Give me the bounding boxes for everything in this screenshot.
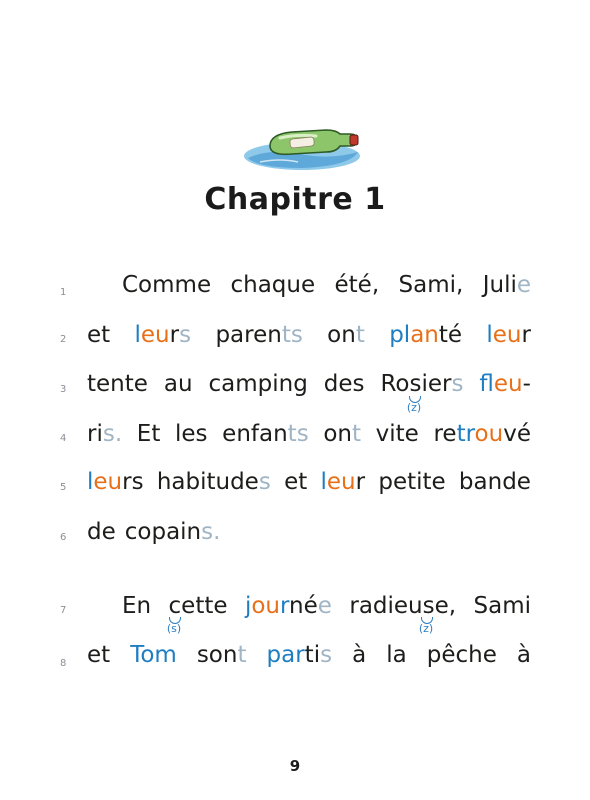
word-segment: - — [522, 371, 531, 397]
word — [135, 315, 192, 355]
word — [386, 635, 406, 675]
word-segment: bande — [458, 469, 531, 495]
word-segment: pl — [389, 322, 411, 348]
word — [245, 586, 332, 626]
word-segment: e — [516, 272, 531, 298]
word-segment: l — [87, 469, 94, 495]
line-number: 7 — [60, 605, 67, 616]
line-number: 6 — [60, 532, 67, 543]
word-segment: s — [258, 469, 271, 495]
word-segment: pêche — [426, 642, 497, 668]
word — [323, 414, 361, 454]
liaison-label: (s) — [166, 622, 182, 635]
word — [157, 462, 271, 502]
word-segment: r — [355, 469, 366, 495]
word-segment: Juli — [482, 272, 517, 298]
text-line — [87, 635, 531, 675]
word-segment: petite — [378, 469, 446, 495]
liaison-label: (z) — [418, 622, 434, 635]
word-segment: s. — [102, 421, 123, 447]
bottle-in-water-illustration — [240, 118, 366, 174]
word-segment: En — [122, 593, 152, 619]
word-segment: des — [323, 371, 365, 397]
word — [389, 315, 462, 355]
word-segment: et — [87, 322, 111, 348]
word-segment: r — [521, 322, 531, 348]
word — [327, 315, 365, 355]
word-segment: s — [451, 371, 464, 397]
word — [222, 414, 309, 454]
word — [137, 414, 161, 454]
word-segment: ti — [304, 642, 321, 668]
line-number: 8 — [60, 658, 67, 669]
word-segment: ts — [281, 322, 303, 348]
word-segment: Comme — [122, 272, 212, 298]
word-segment: Et — [136, 421, 161, 447]
line-number: 4 — [60, 433, 67, 444]
word — [284, 462, 307, 502]
text-line — [87, 315, 531, 355]
word-segment: la — [386, 642, 407, 668]
word-segment: l — [134, 322, 141, 348]
word-segment: r — [279, 593, 290, 619]
word-segment: son — [196, 642, 238, 668]
word-segment: eu — [93, 469, 123, 495]
word-segment: ou — [474, 421, 504, 447]
word-segment: eu — [326, 469, 356, 495]
word-segment: eu — [492, 322, 522, 348]
text-line — [122, 586, 531, 626]
liaison-label: (z) — [406, 401, 422, 414]
word — [321, 462, 366, 502]
word-segment: ri — [87, 421, 103, 447]
word — [87, 315, 110, 355]
word-segment: on — [323, 421, 352, 447]
text-line — [87, 462, 531, 502]
word-segment: ts — [287, 421, 309, 447]
word — [122, 586, 151, 626]
word-segment: à — [516, 642, 531, 668]
word-segment: ou — [251, 593, 280, 619]
word — [352, 635, 366, 675]
word — [164, 364, 193, 404]
word — [427, 635, 497, 675]
word — [87, 462, 144, 502]
word — [517, 635, 531, 675]
word-segment: an — [410, 322, 439, 348]
word-segment: Tom — [130, 642, 177, 668]
text-line — [122, 265, 531, 305]
word-segment: été, — [334, 272, 380, 298]
word — [87, 635, 110, 675]
word — [209, 364, 308, 404]
word — [175, 414, 208, 454]
word — [486, 315, 531, 355]
word-segment: l — [320, 469, 327, 495]
word — [380, 364, 463, 404]
word-segment: t — [355, 322, 365, 348]
word-segment: l — [486, 322, 493, 348]
word-segment: camping — [208, 371, 308, 397]
word — [474, 586, 532, 626]
text-line — [87, 512, 531, 552]
word-segment: radieuse, — [349, 593, 457, 619]
word — [433, 414, 531, 454]
word — [479, 364, 531, 404]
word-segment: né — [289, 593, 318, 619]
word-segment: eu — [140, 322, 170, 348]
word-segment: s — [320, 642, 333, 668]
word-segment: de — [87, 519, 116, 545]
word — [87, 414, 122, 454]
line-number: 2 — [60, 334, 67, 345]
word-segment: s. — [201, 519, 221, 545]
word-segment: tente — [87, 371, 148, 397]
word-segment: chaque — [230, 272, 316, 298]
page-number: 9 — [289, 757, 301, 775]
word — [376, 414, 419, 454]
word-segment: paren — [215, 322, 282, 348]
word-segment: vé — [503, 421, 531, 447]
word — [130, 635, 177, 675]
word — [335, 265, 380, 305]
word — [378, 462, 445, 502]
word-segment: on — [327, 322, 356, 348]
word — [324, 364, 365, 404]
word-segment: vite — [375, 421, 419, 447]
word-segment: habitude — [156, 469, 259, 495]
word — [459, 462, 531, 502]
word-segment: Rosier — [380, 371, 452, 397]
word — [215, 315, 302, 355]
word — [267, 635, 333, 675]
word-segment: tr — [456, 421, 475, 447]
word-segment: e — [317, 593, 332, 619]
word-segment: té — [438, 322, 463, 348]
text-line — [87, 364, 531, 404]
text-line — [87, 414, 531, 454]
word-segment: eu — [493, 371, 523, 397]
word — [87, 364, 148, 404]
word-segment: Sami — [473, 593, 531, 619]
word-segment: s — [179, 322, 192, 348]
word — [122, 265, 211, 305]
word-segment: t — [237, 642, 247, 668]
line-number: 5 — [60, 482, 67, 493]
word-segment: Sami, — [398, 272, 464, 298]
word — [483, 265, 531, 305]
word — [399, 265, 464, 305]
word-segment: enfan — [222, 421, 288, 447]
word — [87, 512, 116, 552]
word — [125, 512, 221, 552]
word-segment: et — [87, 642, 111, 668]
word-segment: à — [352, 642, 367, 668]
word-segment: et — [284, 469, 308, 495]
word-segment: rs — [122, 469, 144, 495]
word-segment: cette — [168, 593, 228, 619]
word-segment: j — [244, 593, 252, 619]
word-segment: les — [175, 421, 208, 447]
word-segment: par — [266, 642, 305, 668]
word-segment: r — [169, 322, 180, 348]
word-segment: re — [433, 421, 457, 447]
word-segment: fl — [479, 371, 494, 397]
line-number: 1 — [60, 287, 67, 298]
word — [349, 586, 456, 626]
word — [230, 265, 315, 305]
word-segment: au — [163, 371, 193, 397]
word-segment: t — [351, 421, 362, 447]
chapter-title: Chapitre 1 — [204, 182, 386, 217]
word — [197, 635, 247, 675]
line-number: 3 — [60, 384, 67, 395]
word-segment: copain — [124, 519, 202, 545]
